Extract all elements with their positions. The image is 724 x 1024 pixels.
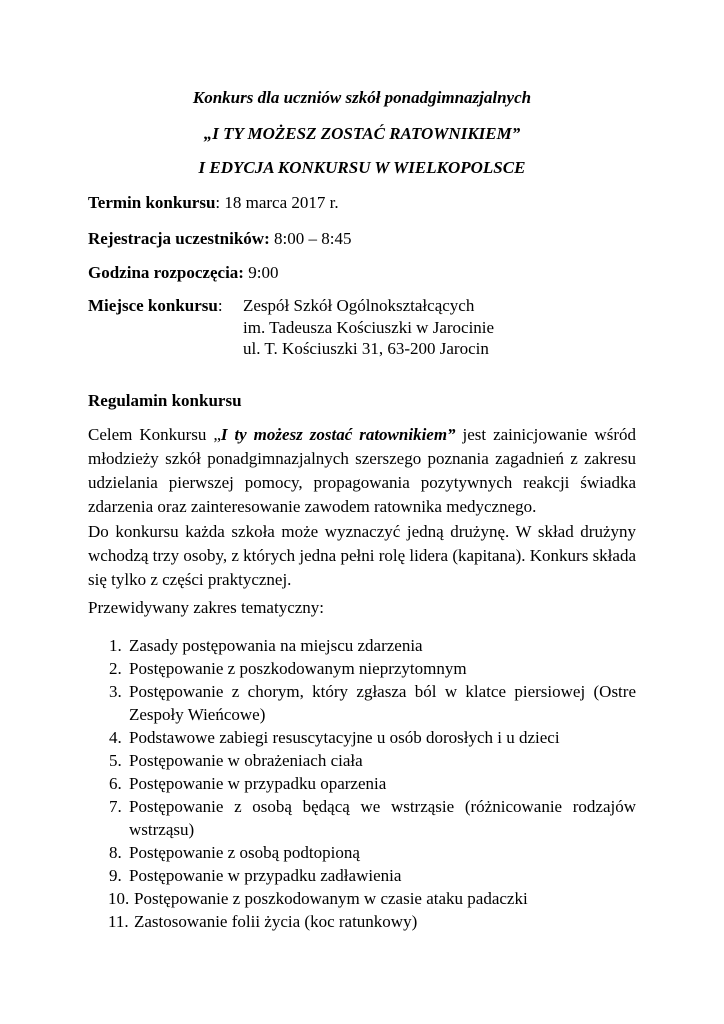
- list-item: 6. Postępowanie w przypadku oparzenia: [109, 774, 387, 793]
- paragraph-line: zdarzenia oraz zainteresowanie zawodem ratownika medycznego.: [88, 497, 537, 516]
- contest-title: „I TY MOŻESZ ZOSTAĆ RATOWNIKIEM”: [203, 124, 521, 143]
- header-subtitle: Konkurs dla uczniów szkół ponadgimnazjalnych: [192, 88, 532, 107]
- paragraph-line: wchodzą trzy osoby, z których jedna pełni rolę lidera (kapitana). Konkurs składa: [88, 546, 636, 565]
- paragraph-team: [88, 520, 636, 592]
- list-item: 1. Zasady postępowania na miejscu zdarzenia: [109, 636, 423, 655]
- godzina-value: 9:00: [243, 263, 279, 282]
- contest-name: I ty możesz zostać ratownikiem”: [220, 425, 456, 444]
- topics-list: [88, 634, 636, 933]
- list-number: 9.: [109, 866, 122, 885]
- paragraph-line: udzielania pierwszej pomocy, propagowania pozytywnych reakcji świadka: [88, 473, 636, 492]
- venue-line: ul. T. Kościuszki 31, 63-200 Jarocin: [243, 339, 489, 358]
- list-item: 5. Postępowanie w obrażeniach ciała: [109, 751, 363, 770]
- godzina-row: [88, 261, 278, 284]
- miejsce-colon: :: [217, 296, 223, 315]
- paragraph-line: młodzieży szkół ponadgimnazjalnych szerszego poznania zagadnień z zakresu: [88, 449, 636, 468]
- list-number: 2.: [109, 659, 122, 678]
- list-number: 7.: [109, 797, 122, 816]
- paragraph-purpose: [88, 423, 636, 519]
- list-item: 7. Postępowanie z osobą będącą we wstrząsie (różnicowanie rodzajów wstrząsu): [109, 797, 636, 839]
- venue-line: im. Tadeusza Kościuszki w Jarocinie: [243, 318, 495, 337]
- list-item: 4. Podstawowe zabiegi resuscytacyjne u osób dorosłych i u dzieci: [109, 728, 560, 747]
- termin-label: Termin konkursu: [88, 193, 216, 212]
- venue-line: Zespół Szkół Ogólnokształcących: [243, 296, 475, 315]
- list-item: 10. Postępowanie z poszkodowanym w czasie ataku padaczki: [108, 889, 528, 908]
- list-item: 2. Postępowanie z poszkodowanym nieprzytomnym: [109, 659, 467, 678]
- list-number: 4.: [109, 728, 122, 747]
- miejsce-row: [88, 294, 223, 317]
- list-item: 9. Postępowanie w przypadku zadławienia: [109, 866, 402, 885]
- topics-intro: Przewidywany zakres tematyczny:: [88, 598, 325, 617]
- list-number: 3.: [109, 682, 122, 701]
- regulamin-title: Regulamin konkursu: [88, 391, 242, 410]
- list-number: 5.: [109, 751, 122, 770]
- godzina-label: Godzina rozpoczęcia:: [88, 263, 244, 282]
- list-number: 1.: [109, 636, 122, 655]
- termin-row: [88, 191, 339, 214]
- list-number: 8.: [109, 843, 122, 862]
- paragraph-line: Celem Konkursu „I ty możesz zostać ratownikiem” jest zainicjowanie wśród: [88, 425, 636, 444]
- list-number: 11.: [108, 912, 129, 931]
- list-number: 10.: [108, 889, 130, 908]
- miejsce-label: Miejsce konkursu: [88, 296, 218, 315]
- rejestracja-row: [88, 227, 351, 250]
- list-item: 3. Postępowanie z chorym, który zgłasza ból w klatce piersiowej (Ostre Zespoły Wieńcowe): [109, 682, 636, 724]
- rejestracja-label: Rejestracja uczestników:: [88, 229, 270, 248]
- list-number: 6.: [109, 774, 122, 793]
- paragraph-line: się tylko z części praktycznej.: [88, 570, 292, 589]
- list-item: 8. Postępowanie z osobą podtopioną: [109, 843, 360, 862]
- paragraph-line: Do konkursu każda szkoła może wyznaczyć jedną drużynę. W skład drużyny: [88, 522, 636, 541]
- list-item: 11. Zastosowanie folii życia (koc ratunkowy): [108, 912, 418, 931]
- termin-value: : 18 marca 2017 r.: [215, 193, 339, 212]
- rejestracja-value: 8:00 – 8:45: [269, 229, 352, 248]
- contest-edition: I EDYCJA KONKURSU W WIELKOPOLSCE: [198, 158, 526, 177]
